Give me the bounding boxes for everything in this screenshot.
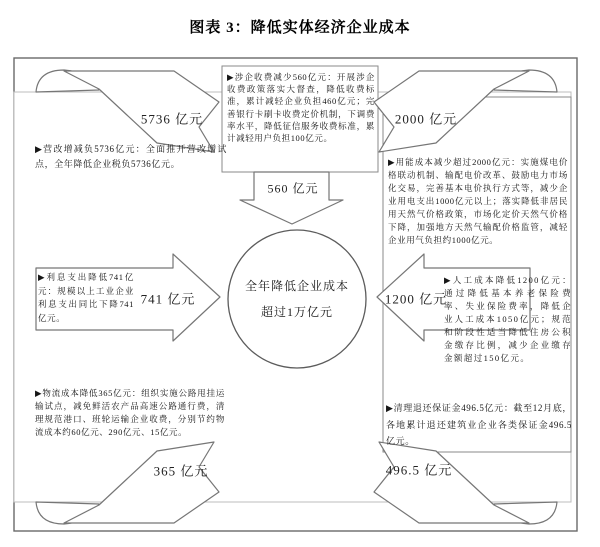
center-line-2: 超过1万亿元	[260, 305, 333, 319]
text-block-energy: ▶用能成本减少超过2000亿元：实施煤电价格联动机制、输配电价改革、鼓励电力市场化交易，完善基本电价执行方式等，减少企业用电支出1000亿元以上；落实降低非居民用天然气价格政策，市场化定价天然气价格下降，加强地方天然气输配价格监管，减轻企业用气负担约1000亿元。	[388, 157, 568, 245]
value-label-logistics: 365 亿元	[153, 463, 209, 479]
text-block-interest: ▶利息支出降低741亿元：规模以上工业企业利息支出同比下降741亿元。	[38, 272, 134, 323]
value-label-deposits: 496.5 亿元	[385, 462, 453, 478]
value-label-fees: 560 亿元	[267, 181, 319, 196]
center-line-1: 全年降低企业成本	[244, 279, 349, 293]
figure-title: 图表 3：降低实体经济企业成本	[189, 20, 411, 36]
text-block-fees: ▶涉企收费减少560亿元：开展涉企收费政策落实大督查，降低收费标准，累计减轻企业负担460亿元；完善银行卡刷卡收费定价机制，下调费率水平，降低征信服务收费标准，累计减轻用户负担100亿元。	[227, 72, 375, 144]
value-label-labor: 1200 亿元	[384, 291, 448, 307]
center-circle-text	[232, 273, 362, 325]
value-label-interest: 741 亿元	[140, 291, 196, 307]
text-block-deposits: ▶清理退还保证金496.5亿元：截至12月底，各地累计退还建筑业企业各类保证金496.5亿元。	[386, 403, 572, 446]
value-label-energy: 2000 亿元	[394, 111, 458, 127]
text-block-labor: ▶人工成本降低1200亿元：通过降低基本养老保险费率、失业保险费率，降低企业人工成本1050亿元；规范和阶段性适当降低住房公积金缴存比例，减少企业缴存金额超过150亿元。	[444, 275, 572, 363]
text-block-tax: ▶营改增减负5736亿元：全面推开营改增试点，全年降低企业税负5736亿元。	[35, 144, 227, 169]
value-label-tax: 5736 亿元	[140, 111, 204, 127]
text-block-logistics: ▶物流成本降低365亿元：组织实施公路甩挂运输试点，减免鲜活农产品高速公路通行费，清理规范港口、班轮运输企业收费，分别节约物流成本约60亿元、290亿元、15亿元。	[35, 388, 225, 437]
